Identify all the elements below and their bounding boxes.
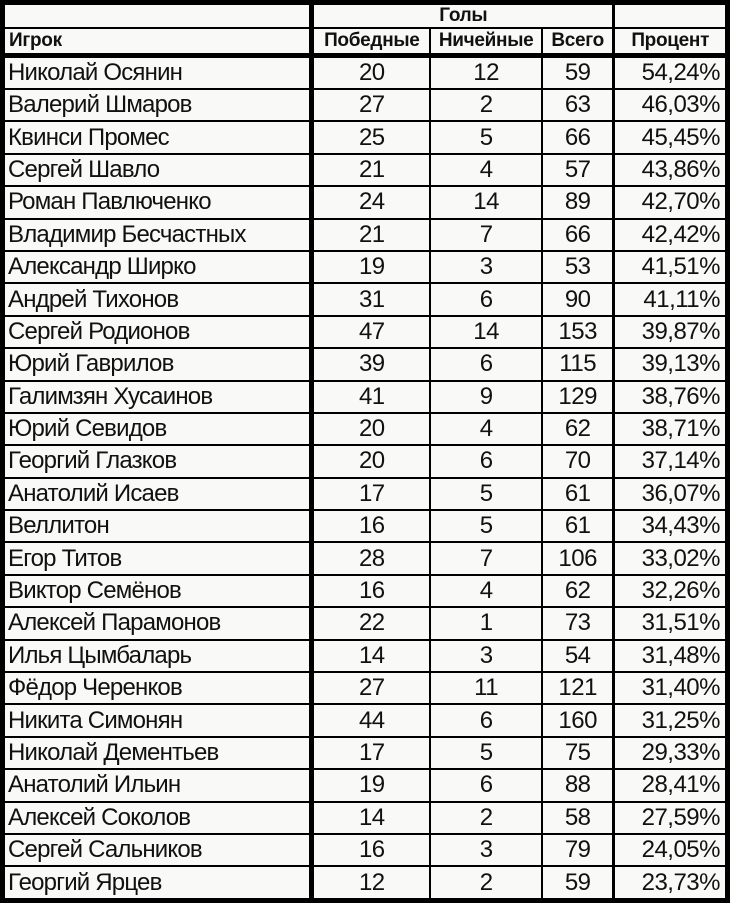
player-name-cell: Анатолий Ильин	[3, 769, 312, 801]
player-name-cell: Андрей Тихонов	[3, 283, 312, 315]
drawn-goals-cell: 3	[430, 251, 542, 283]
drawn-goals-cell: 6	[430, 283, 542, 315]
percent-cell: 34,43%	[614, 510, 728, 542]
table-row	[3, 186, 728, 218]
player-name-cell: Илья Цымбаларь	[3, 640, 312, 672]
percent-cell: 31,25%	[614, 704, 728, 736]
drawn-goals-cell: 2	[430, 866, 542, 900]
percent-cell: 38,71%	[614, 413, 728, 445]
header-drawn-goals: Ничейные	[430, 28, 542, 55]
player-name-cell: Николай Осянин	[3, 55, 312, 89]
percent-cell: 45,45%	[614, 121, 728, 153]
table-row	[3, 219, 728, 251]
table-row	[3, 121, 728, 153]
player-name-cell: Георгий Глазков	[3, 445, 312, 477]
winning-goals-cell: 16	[312, 510, 431, 542]
winning-goals-cell: 17	[312, 478, 431, 510]
player-name-cell: Юрий Гаврилов	[3, 348, 312, 380]
table-row	[3, 55, 728, 89]
winning-goals-cell: 24	[312, 186, 431, 218]
percent-cell: 54,24%	[614, 55, 728, 89]
header-empty-percent	[614, 3, 728, 29]
winning-goals-cell: 25	[312, 121, 431, 153]
winning-goals-cell: 31	[312, 283, 431, 315]
total-goals-cell: 129	[542, 381, 614, 413]
winning-goals-cell: 17	[312, 737, 431, 769]
total-goals-cell: 88	[542, 769, 614, 801]
winning-goals-cell: 19	[312, 769, 431, 801]
percent-cell: 42,42%	[614, 219, 728, 251]
drawn-goals-cell: 7	[430, 219, 542, 251]
percent-cell: 24,05%	[614, 834, 728, 866]
player-name-cell: Роман Павлюченко	[3, 186, 312, 218]
total-goals-cell: 121	[542, 672, 614, 704]
percent-cell: 39,87%	[614, 316, 728, 348]
total-goals-cell: 115	[542, 348, 614, 380]
player-name-cell: Николай Дементьев	[3, 737, 312, 769]
total-goals-cell: 79	[542, 834, 614, 866]
winning-goals-cell: 39	[312, 348, 431, 380]
table-row	[3, 834, 728, 866]
total-goals-cell: 62	[542, 575, 614, 607]
drawn-goals-cell: 6	[430, 704, 542, 736]
player-name-cell: Валерий Шмаров	[3, 89, 312, 121]
drawn-goals-cell: 6	[430, 769, 542, 801]
percent-cell: 46,03%	[614, 89, 728, 121]
drawn-goals-cell: 11	[430, 672, 542, 704]
header-player: Игрок	[3, 28, 312, 55]
winning-goals-cell: 20	[312, 55, 431, 89]
player-name-cell: Фёдор Черенков	[3, 672, 312, 704]
percent-cell: 31,51%	[614, 607, 728, 639]
winning-goals-cell: 27	[312, 672, 431, 704]
percent-cell: 31,40%	[614, 672, 728, 704]
header-group-row	[3, 3, 728, 29]
winning-goals-cell: 14	[312, 640, 431, 672]
header-labels-row	[3, 28, 728, 55]
total-goals-cell: 66	[542, 219, 614, 251]
percent-cell: 31,48%	[614, 640, 728, 672]
total-goals-cell: 160	[542, 704, 614, 736]
percent-cell: 32,26%	[614, 575, 728, 607]
table-row	[3, 381, 728, 413]
table-row	[3, 640, 728, 672]
percent-cell: 38,76%	[614, 381, 728, 413]
total-goals-cell: 61	[542, 510, 614, 542]
total-goals-cell: 54	[542, 640, 614, 672]
percent-cell: 27,59%	[614, 802, 728, 834]
total-goals-cell: 58	[542, 802, 614, 834]
table-row	[3, 251, 728, 283]
percent-cell: 41,51%	[614, 251, 728, 283]
winning-goals-cell: 21	[312, 219, 431, 251]
percent-cell: 42,70%	[614, 186, 728, 218]
winning-goals-cell: 19	[312, 251, 431, 283]
table-row	[3, 575, 728, 607]
player-name-cell: Георгий Ярцев	[3, 866, 312, 900]
table-row	[3, 316, 728, 348]
drawn-goals-cell: 14	[430, 186, 542, 218]
percent-cell: 23,73%	[614, 866, 728, 900]
player-name-cell: Веллитон	[3, 510, 312, 542]
header-total-goals: Всего	[542, 28, 614, 55]
total-goals-cell: 53	[542, 251, 614, 283]
winning-goals-cell: 47	[312, 316, 431, 348]
percent-cell: 37,14%	[614, 445, 728, 477]
total-goals-cell: 73	[542, 607, 614, 639]
table-row	[3, 283, 728, 315]
player-name-cell: Егор Титов	[3, 542, 312, 574]
player-name-cell: Никита Симонян	[3, 704, 312, 736]
player-name-cell: Анатолий Исаев	[3, 478, 312, 510]
drawn-goals-cell: 2	[430, 802, 542, 834]
total-goals-cell: 59	[542, 55, 614, 89]
player-name-cell: Юрий Севидов	[3, 413, 312, 445]
winning-goals-cell: 12	[312, 866, 431, 900]
header-winning-goals: Победные	[312, 28, 431, 55]
table-header	[3, 3, 728, 56]
player-name-cell: Сергей Сальников	[3, 834, 312, 866]
total-goals-cell: 59	[542, 866, 614, 900]
percent-cell: 41,11%	[614, 283, 728, 315]
drawn-goals-cell: 3	[430, 640, 542, 672]
drawn-goals-cell: 3	[430, 834, 542, 866]
player-name-cell: Сергей Родионов	[3, 316, 312, 348]
total-goals-cell: 106	[542, 542, 614, 574]
drawn-goals-cell: 5	[430, 737, 542, 769]
winning-goals-cell: 27	[312, 89, 431, 121]
player-name-cell: Галимзян Хусаинов	[3, 381, 312, 413]
winning-goals-cell: 22	[312, 607, 431, 639]
table-body	[3, 55, 728, 901]
table-row	[3, 89, 728, 121]
drawn-goals-cell: 14	[430, 316, 542, 348]
total-goals-cell: 89	[542, 186, 614, 218]
percent-cell: 29,33%	[614, 737, 728, 769]
drawn-goals-cell: 6	[430, 348, 542, 380]
player-name-cell: Виктор Семёнов	[3, 575, 312, 607]
drawn-goals-cell: 2	[430, 89, 542, 121]
total-goals-cell: 75	[542, 737, 614, 769]
player-name-cell: Владимир Бесчастных	[3, 219, 312, 251]
table-row	[3, 413, 728, 445]
drawn-goals-cell: 1	[430, 607, 542, 639]
winning-goals-cell: 41	[312, 381, 431, 413]
total-goals-cell: 66	[542, 121, 614, 153]
percent-cell: 28,41%	[614, 769, 728, 801]
player-name-cell: Алексей Соколов	[3, 802, 312, 834]
table-row	[3, 607, 728, 639]
table-row	[3, 348, 728, 380]
winning-goals-cell: 20	[312, 413, 431, 445]
percent-cell: 43,86%	[614, 154, 728, 186]
drawn-goals-cell: 4	[430, 575, 542, 607]
winning-goals-cell: 16	[312, 575, 431, 607]
player-name-cell: Александр Ширко	[3, 251, 312, 283]
player-name-cell: Квинси Промес	[3, 121, 312, 153]
total-goals-cell: 63	[542, 89, 614, 121]
winning-goals-cell: 28	[312, 542, 431, 574]
winning-goals-cell: 44	[312, 704, 431, 736]
table-row	[3, 769, 728, 801]
drawn-goals-cell: 9	[430, 381, 542, 413]
percent-cell: 33,02%	[614, 542, 728, 574]
total-goals-cell: 57	[542, 154, 614, 186]
drawn-goals-cell: 6	[430, 445, 542, 477]
header-percent: Процент	[614, 28, 728, 55]
winning-goals-cell: 16	[312, 834, 431, 866]
percent-cell: 39,13%	[614, 348, 728, 380]
total-goals-cell: 62	[542, 413, 614, 445]
table-row	[3, 445, 728, 477]
table-row	[3, 154, 728, 186]
table-row	[3, 542, 728, 574]
table-row	[3, 478, 728, 510]
player-name-cell: Сергей Шавло	[3, 154, 312, 186]
winning-goals-cell: 20	[312, 445, 431, 477]
winning-goals-cell: 14	[312, 802, 431, 834]
table-row	[3, 802, 728, 834]
drawn-goals-cell: 4	[430, 413, 542, 445]
total-goals-cell: 90	[542, 283, 614, 315]
percent-cell: 36,07%	[614, 478, 728, 510]
drawn-goals-cell: 7	[430, 542, 542, 574]
table-row	[3, 704, 728, 736]
winning-goals-cell: 21	[312, 154, 431, 186]
table-row	[3, 866, 728, 900]
header-empty-player	[3, 3, 312, 29]
table-row	[3, 672, 728, 704]
player-name-cell: Алексей Парамонов	[3, 607, 312, 639]
drawn-goals-cell: 5	[430, 478, 542, 510]
total-goals-cell: 70	[542, 445, 614, 477]
total-goals-cell: 61	[542, 478, 614, 510]
total-goals-cell: 153	[542, 316, 614, 348]
table-row	[3, 510, 728, 542]
drawn-goals-cell: 12	[430, 55, 542, 89]
drawn-goals-cell: 5	[430, 121, 542, 153]
table-row	[3, 737, 728, 769]
drawn-goals-cell: 4	[430, 154, 542, 186]
header-goals-group: Голы	[312, 3, 614, 29]
drawn-goals-cell: 5	[430, 510, 542, 542]
